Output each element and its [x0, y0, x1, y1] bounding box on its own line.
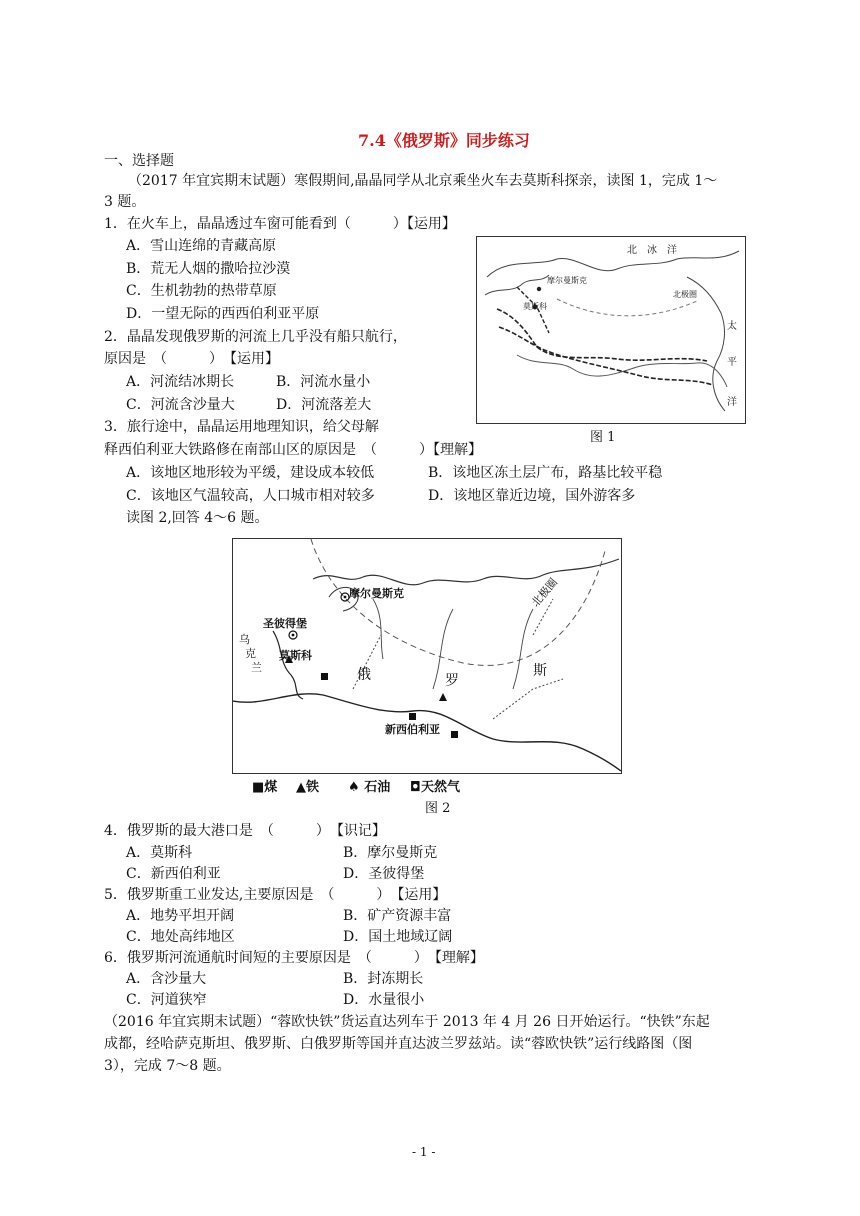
fig1-label-murmansk: 摩尔曼斯克: [547, 276, 587, 285]
q5-option-b: B．矿产资源丰富: [343, 908, 452, 924]
fig1-label-moscow: 莫斯科: [523, 302, 547, 311]
fig1-label-arctic-circle: 北极圈: [673, 290, 697, 299]
intro-paragraph-2: 读图 2,回答 4～6 题。: [126, 510, 269, 526]
q5-option-a: A．地势平坦开阔: [126, 908, 235, 924]
fig2-legend-oil-label: 石油: [364, 780, 391, 795]
figure-1-caption: 图 1: [590, 430, 616, 445]
question-1-stem: 1．在火车上，晶晶透过车窗可能看到（ ）【运用】: [104, 216, 456, 232]
russia-railway-map: [477, 237, 745, 423]
q3-option-c: C．该地区气温较高，人口城市相对较多: [126, 488, 375, 504]
gas-icon: ◘: [410, 780, 421, 795]
q6-option-b: B．封冻期长: [343, 971, 424, 987]
intro-paragraph-3-cont: 成都，经哈萨克斯坦、俄罗斯、白俄罗斯等国并直达波兰罗兹站。读“蓉欧快铁”运行线路图（图: [104, 1036, 693, 1052]
fig2-label-moscow: 莫斯科: [279, 649, 312, 662]
intro-paragraph-1-cont: 3 题。: [104, 194, 146, 210]
q6-option-c: C．河道狭窄: [126, 992, 207, 1008]
q3-option-a: A．该地区地形较为平缓，建设成本较低: [126, 465, 375, 481]
q6-option-d: D．水量很小: [343, 992, 425, 1008]
fig1-label-arctic-ocean: 北 冰 洋: [627, 245, 677, 256]
figure-1-map: [476, 236, 746, 424]
q3-option-b: B．该地区冻土层广布，路基比较平稳: [428, 465, 663, 481]
q4-option-c: C．新西伯利亚: [126, 866, 221, 882]
q4-option-a: A．莫斯科: [126, 845, 193, 861]
intro-paragraph-3: （2016 年宜宾期末试题）“蓉欧快铁”货运直达列车于 2013 年 4 月 26 日开始运行。“快铁”东起: [104, 1014, 710, 1030]
q2-option-c: C．河流含沙量大: [126, 397, 235, 413]
page-number: - 1 -: [412, 1145, 436, 1159]
fig2-label-arctic-circle: 北极圈: [529, 575, 561, 610]
section-heading: 一、选择题: [104, 153, 174, 169]
fig2-label-russia-1: 俄: [357, 667, 371, 683]
q5-option-c: C．地处高纬地区: [126, 929, 235, 945]
q1-option-d: D．一望无际的西西伯利亚平原: [126, 306, 320, 322]
fig2-label-st-petersburg: 圣彼得堡: [263, 617, 307, 630]
q1-option-a: A．雪山连绵的青藏高原: [126, 238, 277, 254]
fig1-label-pacific-1: 太: [727, 321, 737, 332]
question-6-stem: 6．俄罗斯河流通航时间短的主要原因是 （ ） 【理解】: [104, 950, 484, 966]
q6-option-a: A．含沙量大: [126, 971, 207, 987]
fig2-legend-iron: ▲铁: [296, 780, 319, 795]
fig2-label-ukraine-1: 乌: [239, 633, 250, 646]
question-5-stem: 5．俄罗斯重工业发达,主要原因是 （ ） 【运用】: [104, 887, 447, 903]
q4-option-b: B．摩尔曼斯克: [343, 845, 438, 861]
q1-option-b: B．荒无人烟的撒哈拉沙漠: [126, 261, 291, 277]
question-2-stem-cont: 原因是 （ ） 【运用】: [104, 351, 279, 367]
q4-option-d: D．圣彼得堡: [343, 866, 425, 882]
q2-option-a: A．河流结冰期长: [126, 374, 235, 390]
oil-icon: ♠: [348, 780, 365, 795]
fig2-label-russia-2: 罗: [445, 673, 459, 689]
fig2-label-russia-3: 斯: [533, 663, 547, 679]
fig1-label-pacific-2: 平: [727, 357, 737, 368]
q1-option-c: C．生机勃勃的热带草原: [126, 283, 277, 299]
figure-2-map: [232, 538, 622, 774]
intro-paragraph-1: （2017 年宜宾期末试题）寒假期间,晶晶同学从北京乘坐火车去莫斯科探亲，读图 1，完成 1～: [128, 173, 718, 189]
question-3-stem-cont: 释西伯利亚大铁路修在南部山区的原因是 （ ）【理解】: [104, 442, 482, 458]
question-4-stem: 4．俄罗斯的最大港口是 （ ） 【识记】: [104, 823, 386, 839]
figure-2-caption: 图 2: [425, 801, 451, 816]
intro-paragraph-3-end: 3），完成 7～8 题。: [104, 1058, 231, 1074]
question-3-stem: 3．旅行途中，晶晶运用地理知识，给父母解: [104, 419, 379, 435]
fig2-legend-coal: ■煤: [252, 780, 278, 795]
page-title: 7.4《俄罗斯》同步练习: [358, 131, 530, 150]
fig2-legend-oil: [348, 780, 390, 796]
question-2-stem: 2．晶晶发现俄罗斯的河流上几乎没有船只航行，: [104, 329, 407, 345]
q3-option-d: D．该地区靠近边境，国外游客多: [428, 488, 636, 504]
q2-option-d: D．河流落差大: [276, 397, 372, 413]
q2-option-b: B．河流水量小: [276, 374, 371, 390]
fig2-label-ukraine-2: 克: [245, 647, 256, 660]
fig2-label-ukraine-3: 兰: [251, 661, 262, 674]
fig2-label-novosibirsk: 新西伯利亚: [385, 723, 440, 736]
fig2-label-murmansk: 摩尔曼斯克: [349, 587, 404, 600]
fig2-legend-gas-label: 天然气: [420, 780, 460, 795]
fig1-label-pacific-3: 洋: [727, 397, 737, 408]
q5-option-d: D．国土地域辽阔: [343, 929, 453, 945]
fig2-legend-gas: [410, 780, 460, 796]
